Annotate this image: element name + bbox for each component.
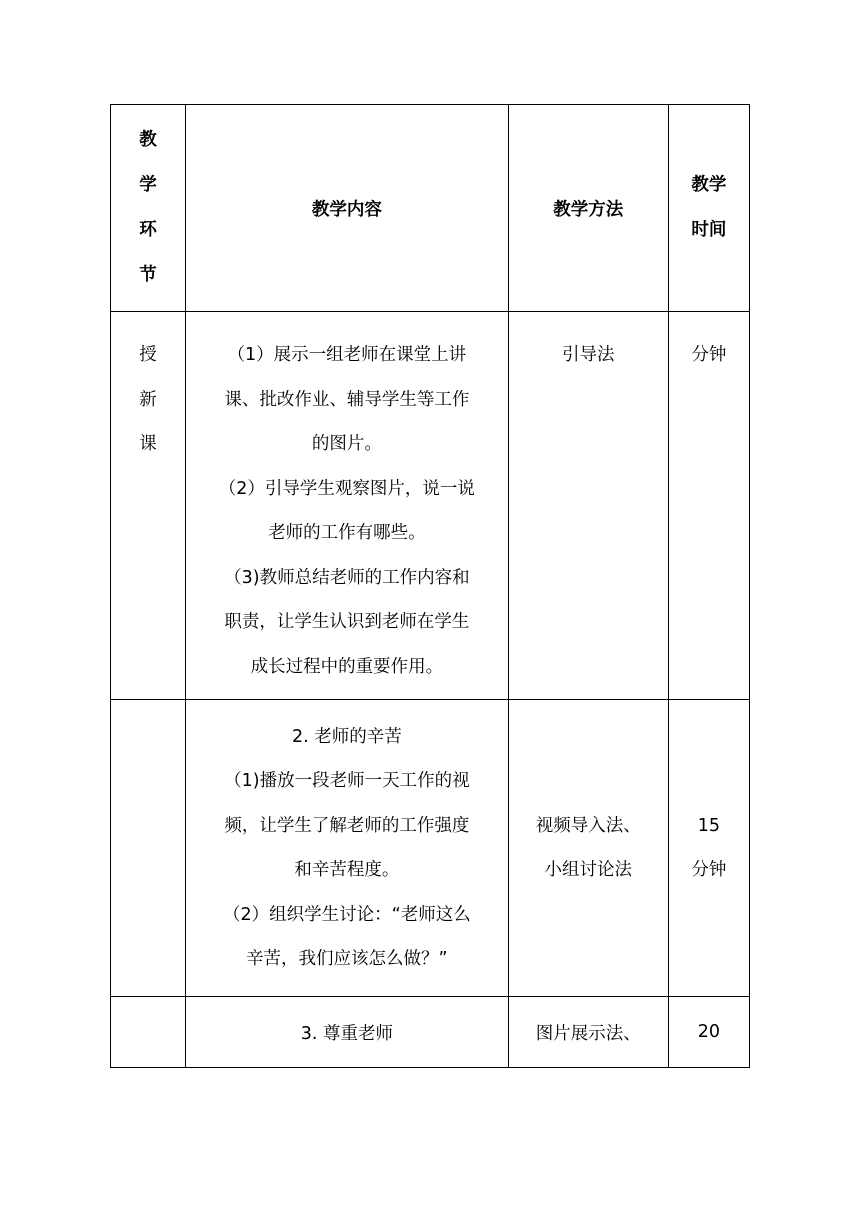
content-line: 和辛苦程度。 [294, 860, 400, 880]
time-cell [668, 997, 749, 1068]
content-line: 2. 老师的辛苦 [291, 726, 402, 747]
content-line: 课、批改作业、辅导学生等工作 [224, 389, 470, 410]
content-line: 3. 尊重老师 [300, 1023, 393, 1044]
content-line: （1)播放一段老师一天工作的视 [224, 771, 470, 791]
method-cell [508, 700, 668, 997]
content-cell [186, 312, 509, 700]
content-line: 的图片。 [311, 434, 382, 454]
header-time-line: 时间 [691, 220, 727, 240]
table-row [111, 700, 750, 997]
method-line: 图片展示法、 [535, 1023, 641, 1044]
time-line: 分钟 [691, 860, 727, 880]
content-line: （2）组织学生讨论：“老师这么 [223, 904, 471, 925]
content-line: 老师的工作有哪些。 [268, 523, 426, 543]
content-line: 辛苦，我们应该怎么做？” [246, 949, 448, 969]
time-line: 20 [697, 1022, 721, 1042]
content-cell [186, 997, 509, 1068]
content-line: 职责，让学生认识到老师在学生 [224, 612, 470, 632]
header-row [111, 105, 750, 312]
method-cell [508, 312, 668, 700]
content-line: （2）引导学生观察图片，说一说 [218, 478, 475, 499]
header-time [668, 105, 749, 312]
time-cell [668, 700, 749, 997]
method-line: 引导法 [561, 345, 615, 365]
table-row [111, 312, 750, 700]
table-row [111, 997, 750, 1068]
header-content: 教学内容 [186, 105, 509, 312]
stage-char: 授 [139, 345, 157, 365]
header-stage-char: 教 [139, 130, 157, 150]
method-line: 小组讨论法 [544, 860, 632, 880]
time-line: 15 [697, 815, 721, 836]
content-line: （1）展示一组老师在课堂上讲 [227, 345, 467, 365]
lesson-plan-table [110, 104, 750, 1068]
header-time-line: 教学 [691, 175, 727, 195]
header-method: 教学方法 [508, 105, 668, 312]
header-stage-char: 节 [139, 265, 157, 285]
content-line: 频，让学生了解老师的工作强度 [224, 815, 470, 836]
header-stage [111, 105, 186, 312]
stage-char: 新 [139, 389, 157, 410]
stage-cell [111, 997, 186, 1068]
header-stage-char: 环 [139, 220, 157, 240]
content-line: （3)教师总结老师的工作内容和 [224, 567, 470, 588]
stage-cell [111, 700, 186, 997]
content-line: 成长过程中的重要作用。 [250, 656, 444, 677]
header-stage-char: 学 [139, 175, 157, 195]
time-cell [668, 312, 749, 700]
method-line: 视频导入法、 [535, 815, 641, 836]
stage-cell [111, 312, 186, 700]
stage-char: 课 [139, 434, 157, 454]
content-cell [186, 700, 509, 997]
method-cell [508, 997, 668, 1068]
time-line: 分钟 [691, 345, 727, 365]
